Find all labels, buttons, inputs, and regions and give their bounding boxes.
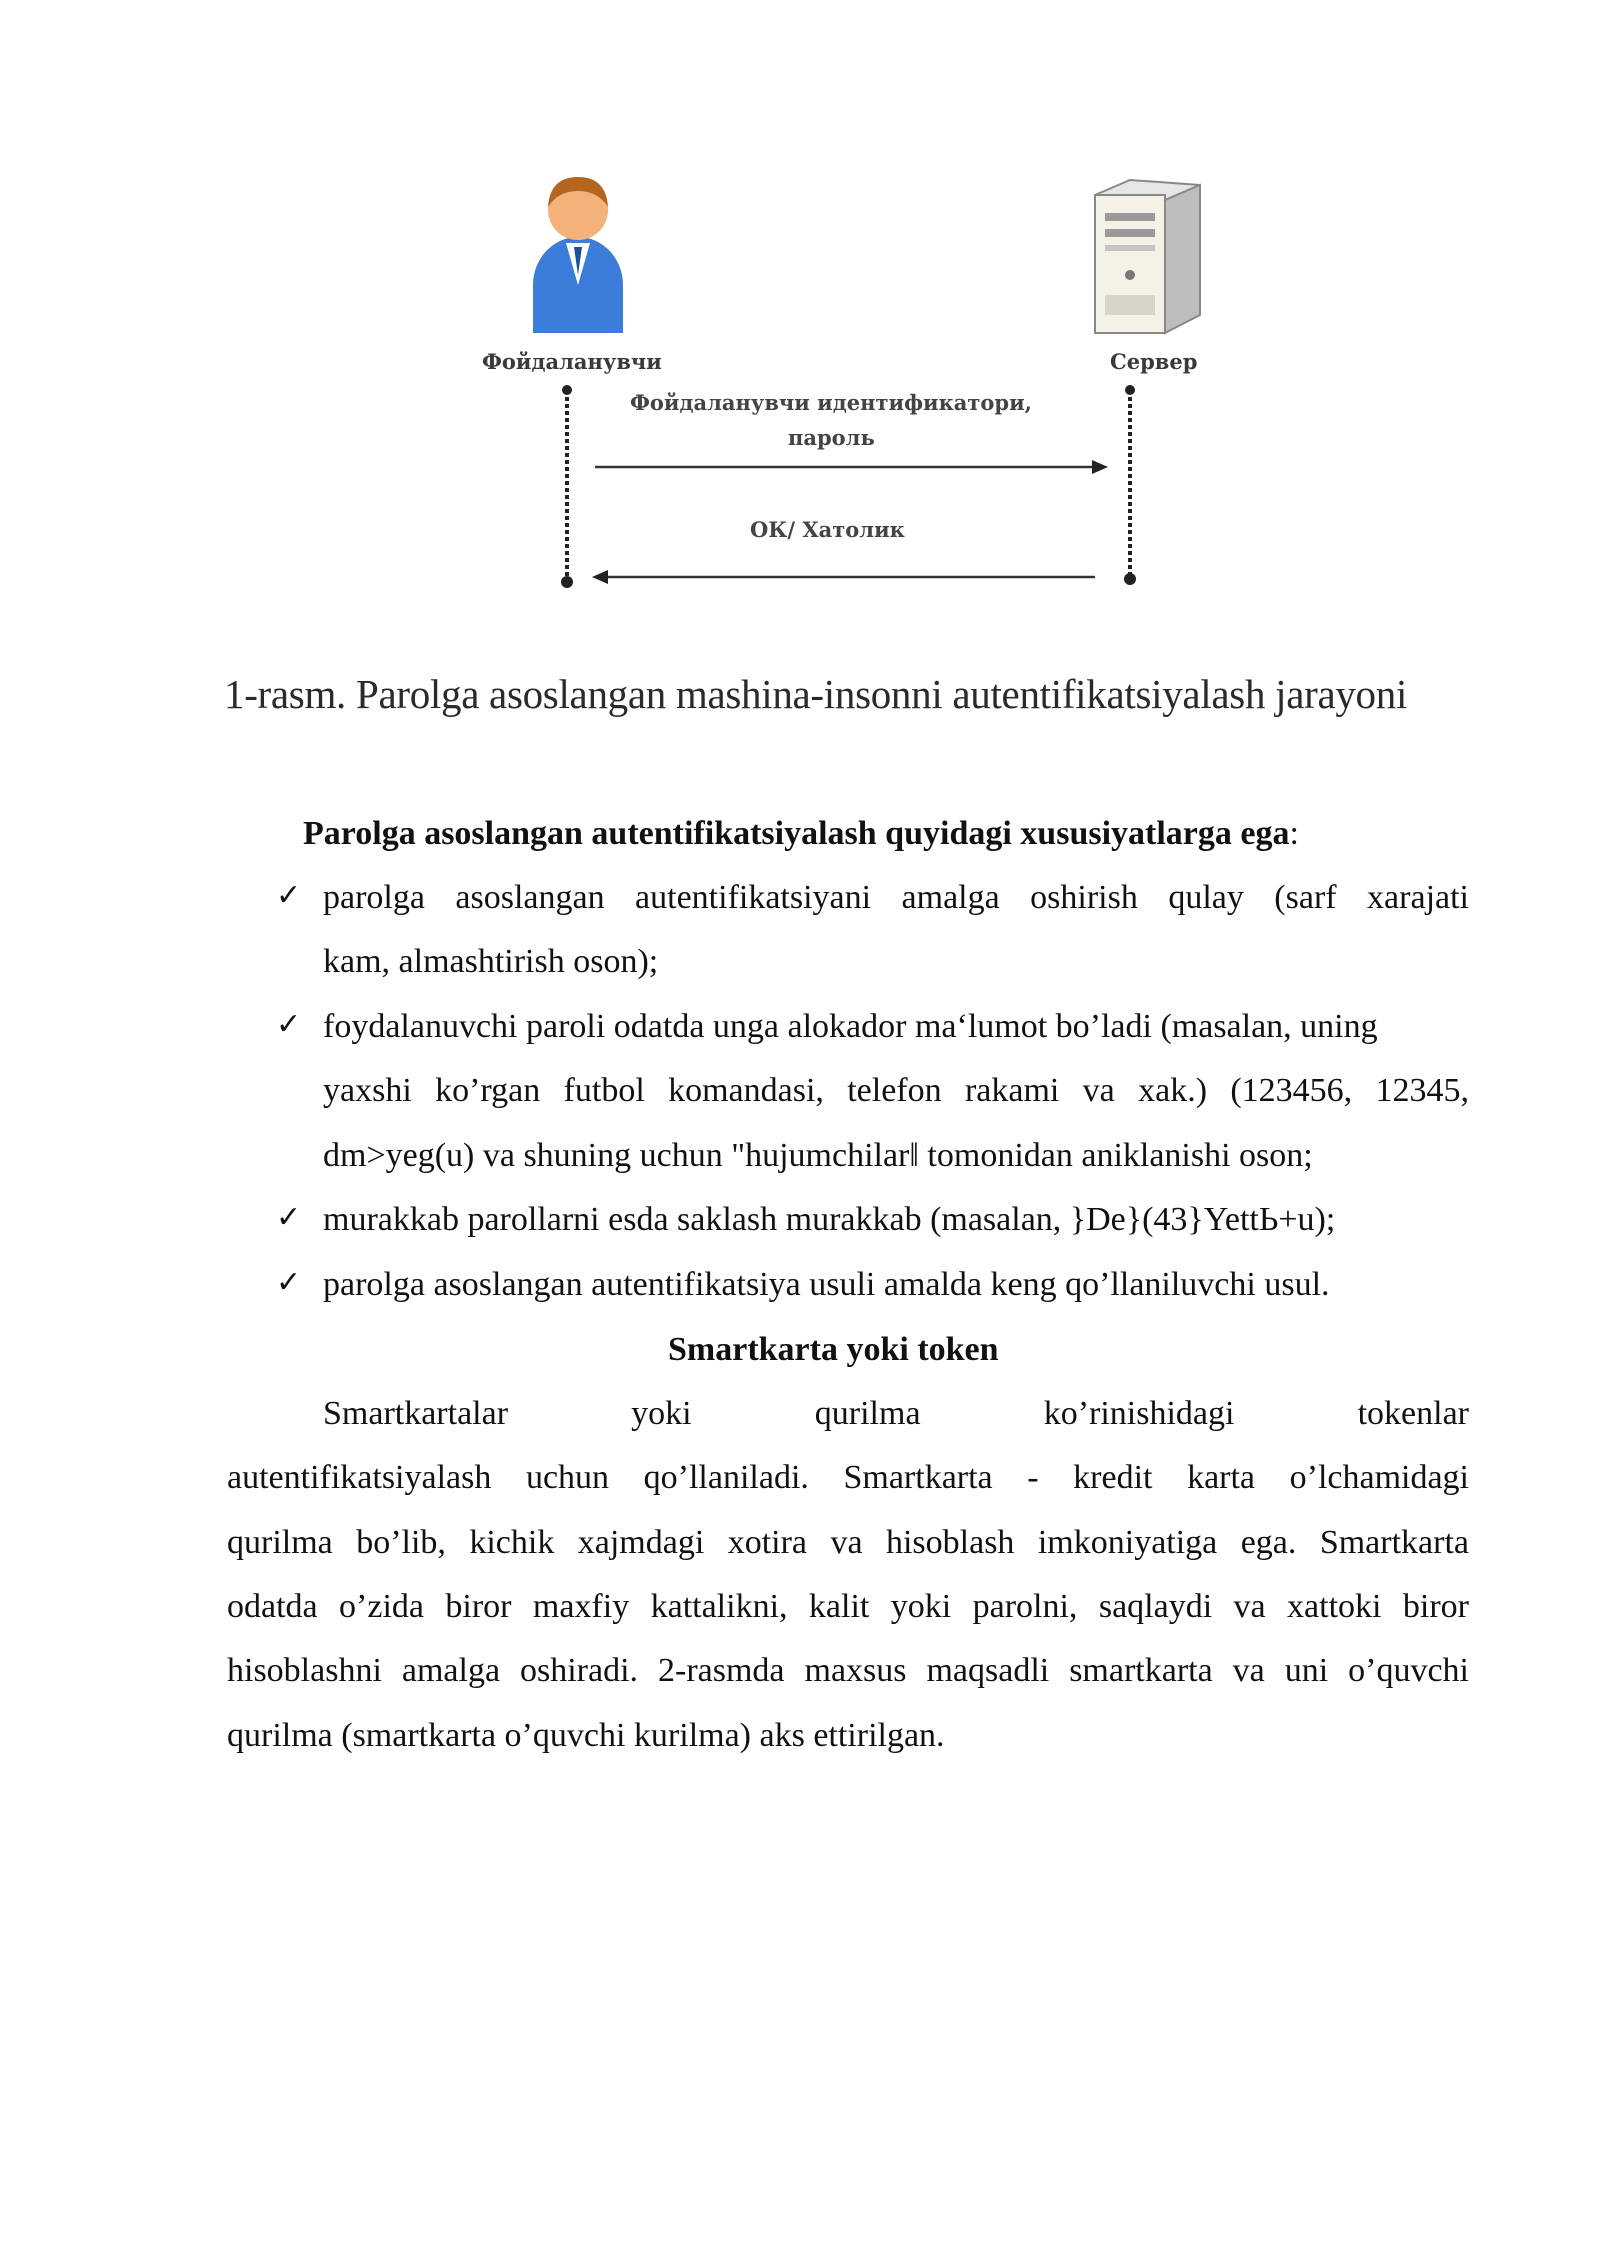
- section-heading-password: [303, 817, 1299, 851]
- check-icon: ✓: [276, 1007, 302, 1042]
- list-item-2-line3: dm>yeg(u) va shuning uchun "hujumchilar‖ tomonidan aniklanishi oson;: [323, 1137, 1313, 1174]
- server-icon: [1095, 180, 1200, 333]
- list-item-2-line1: foydalanuvchi paroli odatda unga alokador ma‘lumot bo’ladi (masalan, uning: [323, 1008, 1378, 1045]
- paragraph-line-3: qurilma bo’lib, kichik xajmdagi xotira va hisoblash imkoniyatiga ega. Smartkarta: [227, 1524, 1469, 1561]
- user-icon: [533, 177, 623, 333]
- figure-caption: 1-rasm. Parolga asoslangan mashina-insonni autentifikatsiyalash jarayoni: [224, 671, 1408, 717]
- check-icon: ✓: [276, 878, 302, 913]
- heading-text: Parolga asoslangan autentifikatsiyalash quyidagi xususiyatlarga ega: [303, 815, 1290, 852]
- request-label-line1: Фойдаланувчи идентификатори,: [630, 390, 1032, 415]
- check-icon: ✓: [276, 1200, 302, 1235]
- list-item-3: murakkab parollarni esda saklash murakkab (masalan, }De}(43}YettЬ+u);: [323, 1201, 1336, 1238]
- paragraph-line-6: qurilma (smartkarta o’quvchi kurilma) aks ettirilgan.: [227, 1717, 945, 1754]
- section-heading-smartcard: Smartkarta yoki token: [668, 1331, 999, 1368]
- user-label: Фойдаланувчи: [482, 349, 662, 374]
- list-item-2-line2: yaxshi ko’rgan futbol komandasi, telefon rakami va xak.) (123456, 12345,: [323, 1072, 1469, 1109]
- paragraph-line-5: hisoblashni amalga oshiradi. 2-rasmda maxsus maqsadli smartkarta va uni o’quvchi: [227, 1652, 1469, 1689]
- list-item-1-line2: kam, almashtirish oson);: [323, 943, 659, 980]
- response-label: ОК/ Хатолик: [750, 517, 905, 542]
- list-item-1-line1: parolga asoslangan autentifikatsiyani amalga oshirish qulay (sarf xarajati: [323, 879, 1469, 916]
- paragraph-line-2: autentifikatsiyalash uchun qo’llaniladi. Smartkarta - kredit karta o’lchamidagi: [227, 1459, 1469, 1496]
- request-label-line2: пароль: [788, 425, 875, 450]
- check-icon: ✓: [276, 1265, 302, 1300]
- list-item-4: parolga asoslangan autentifikatsiya usuli amalda keng qo’llaniluvchi usul.: [323, 1266, 1330, 1303]
- heading-colon: :: [1289, 815, 1299, 852]
- paragraph-line-1: Smartkartalar yoki qurilma ko’rinishidagi tokenlar: [323, 1395, 1469, 1432]
- auth-sequence-diagram: [480, 165, 1240, 605]
- paragraph-line-4: odatda o’zida biror maxfiy kattalikni, kalit yoki parolni, saqlaydi va xattoki biror: [227, 1588, 1469, 1625]
- server-label: Сервер: [1110, 349, 1198, 374]
